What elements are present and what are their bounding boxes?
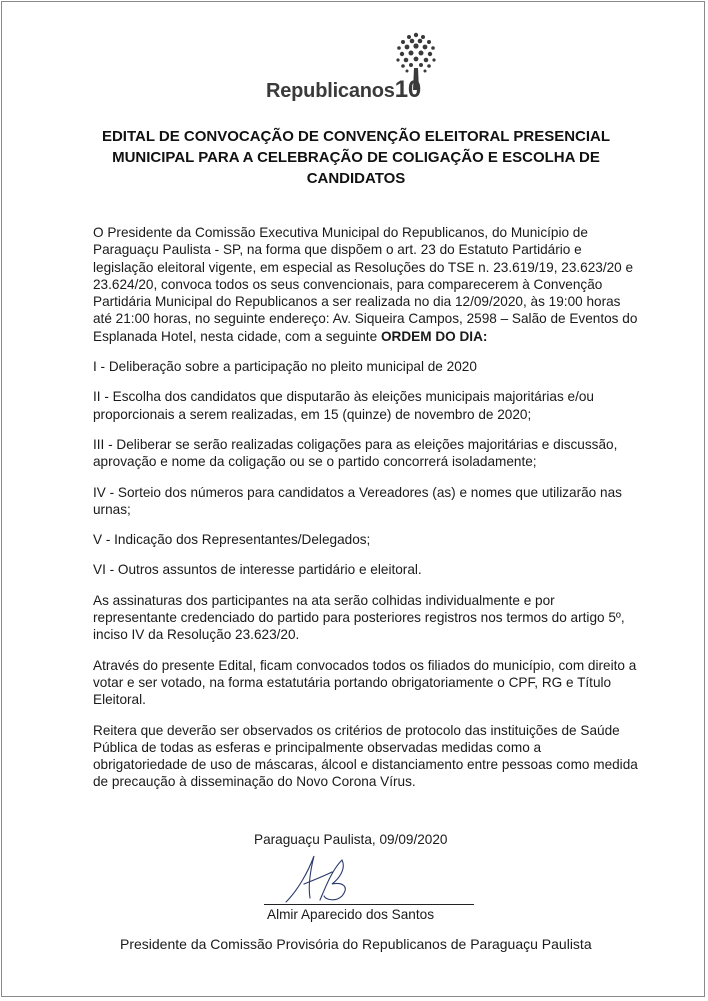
agenda-item: V - Indicação dos Representantes/Delegados; <box>93 532 371 548</box>
agenda-item: VI - Outros assuntos de interesse partidário e eleitoral. <box>93 562 422 578</box>
handwritten-signature <box>280 850 360 912</box>
party-logo <box>266 30 466 102</box>
document-title: EDITAL DE CONVOCAÇÃO DE CONVENÇÃO ELEITORAL PRESENCIAL MUNICIPAL PARA A CELEBRAÇÃO DE COLIGAÇÃO E ESCOLHA DE CANDIDATOS <box>101 128 611 187</box>
agenda-item: I - Deliberação sobre a participação no pleito municipal de 2020 <box>93 359 477 375</box>
agenda-heading: ORDEM DO DIA: <box>380 328 488 344</box>
agenda-item: III - Deliberar se serão realizadas coligações para as eleições majoritárias e discussão, aprovação e nome da coligação ou se o partido concorrerá isoladamente; <box>93 436 618 470</box>
logo-number: 10 <box>394 76 422 103</box>
agenda-item: IV - Sorteio dos números para candidatos a Vereadores (as) e nomes que utilizarão nas urnas; <box>93 484 622 517</box>
health-protocol-paragraph: Reitera que deverão ser observados os critérios de protocolo das instituições de Saúde Pública de todas as esferas e principalmente observadas medidas como a obrigatoriedade de uso de máscaras, álcool e distanciamento entre pessoas como medida de precaução à disseminação do Novo Corona Vírus. <box>93 722 638 790</box>
signer-name: Almir Aparecido dos Santos <box>267 907 434 922</box>
place-date: Paraguaçu Paulista, 09/09/2020 <box>254 832 448 847</box>
logo-wordmark <box>266 76 421 104</box>
convocation-paragraph: Através do presente Edital, ficam convocados todos os filiados do município, com direito a votar e ser votado, na forma estatutária portando obrigatoriamente o CPF, RG e Título Eleitoral. <box>93 657 637 708</box>
logo-wordmark-text: Republicanos <box>266 80 395 102</box>
intro-paragraph <box>93 224 639 345</box>
signer-role: Presidente da Comissão Provisória do Republicanos de Paraguaçu Paulista <box>120 936 592 952</box>
document-page <box>1 1 705 997</box>
agenda-item: II - Escolha dos candidatos que disputarão às eleições municipais majoritárias e/ou proporcionais a serem realizadas, em 15 (quinze) de novembro de 2020; <box>93 389 594 422</box>
document-body <box>93 224 639 804</box>
signatures-paragraph: As assinaturas dos participantes na ata serão colhidas individualmente e por representante credenciado do partido para posteriores registros nos termos do artigo 5º, inciso IV da Resolução 23.623/20. <box>93 592 625 643</box>
signature-line <box>264 904 474 905</box>
intro-text: O Presidente da Comissão Executiva Municipal do Republicanos, do Município de Paraguaçu Paulista - SP, na forma que dispõem o art. 23 do Estatuto Partidário e legislação eleitoral vigente, em especial as Resoluções do TSE n. 23.619/19, 23.623/20 e 23.624/20, convoca todos os seus convencionais, para comparecerem à Convenção Partidária Municipal do Republicanos a ser realizada no dia 12/09/2020, às 19:00 horas até 21:00 horas, no seguinte endereço: Av. Siqueira Campos, 2598 – Salão de Eventos do Esplanada Hotel, nesta cidade, com a seguinte <box>93 225 638 344</box>
